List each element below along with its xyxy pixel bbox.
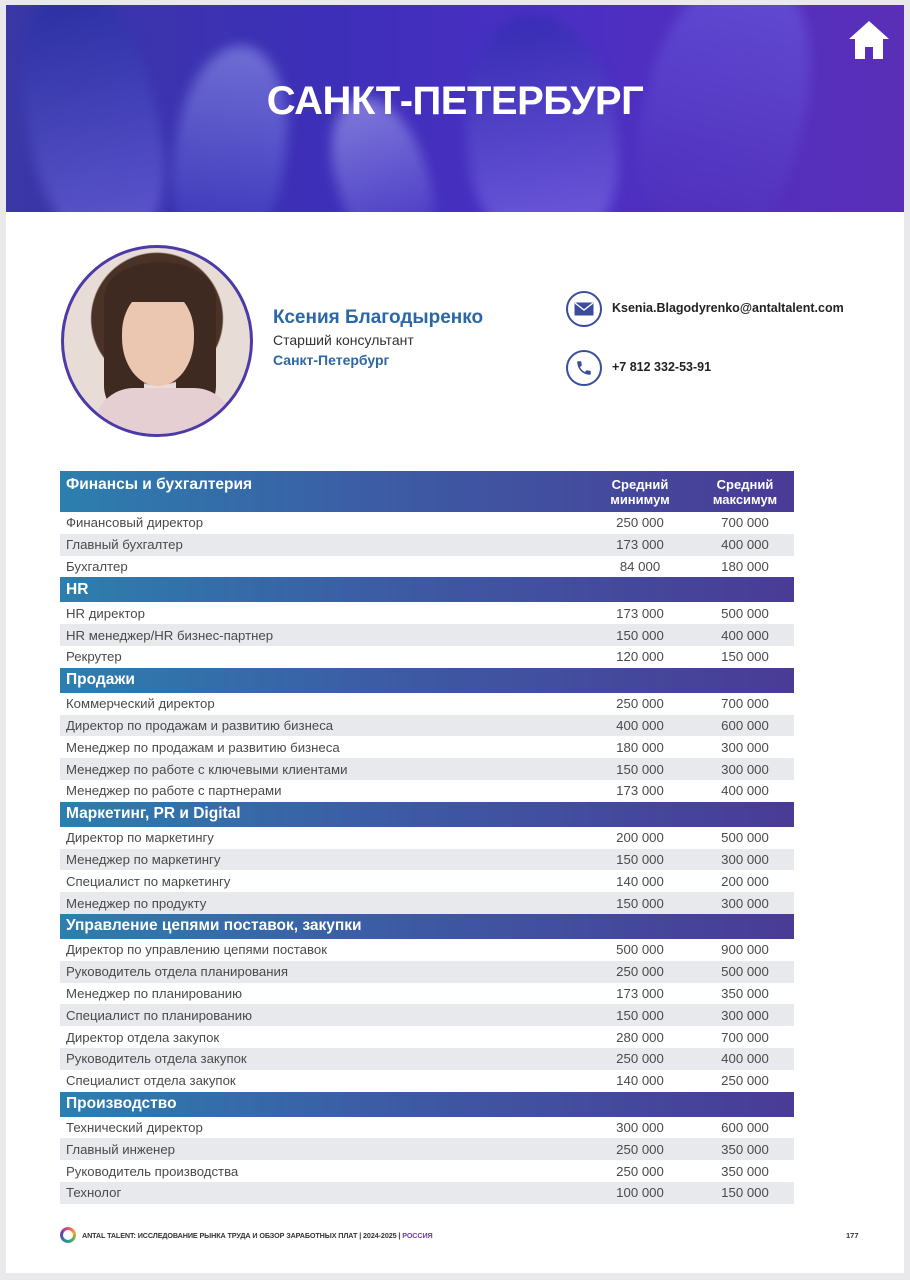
salary-min: 400 000 <box>616 717 664 733</box>
position-name: Главный инженер <box>66 1141 175 1157</box>
table-row <box>60 780 794 802</box>
table-row <box>60 1160 794 1182</box>
section-title: Маркетинг, PR и Digital <box>66 805 241 823</box>
column-header-max: Средний максимум <box>712 477 778 507</box>
position-name: Бухгалтер <box>66 558 128 574</box>
table-row <box>60 1048 794 1070</box>
section-title: Производство <box>66 1095 177 1113</box>
table-row <box>60 758 794 780</box>
section-header <box>60 1092 794 1117</box>
position-name: Директор по управлению цепями поставок <box>66 942 327 958</box>
section-title: HR <box>66 580 89 598</box>
phone-icon <box>566 350 602 386</box>
consultant-role: Старший консультант <box>273 332 414 348</box>
table-row <box>60 983 794 1005</box>
salary-min: 250 000 <box>616 515 664 531</box>
position-name: Директор отдела закупок <box>66 1029 220 1045</box>
position-name: Главный бухгалтер <box>66 537 183 553</box>
salary-min: 173 000 <box>616 985 664 1001</box>
salary-min: 150 000 <box>616 627 664 643</box>
position-name: Директор по маркетингу <box>66 830 214 846</box>
section-header <box>60 577 794 602</box>
salary-min: 84 000 <box>619 558 661 574</box>
table-row <box>60 1182 794 1204</box>
position-name: Руководитель отдела закупок <box>66 1051 247 1067</box>
email-link[interactable]: Ksenia.Blagodyrenko@antaltalent.com <box>612 301 844 315</box>
report-page <box>6 5 904 1273</box>
salary-max: 400 000 <box>721 1051 769 1067</box>
position-name: Специалист отдела закупок <box>66 1073 236 1089</box>
salary-max: 300 000 <box>721 851 769 867</box>
position-name: Специалист по маркетингу <box>66 873 231 889</box>
salary-min: 100 000 <box>616 1185 664 1201</box>
salary-max: 400 000 <box>721 783 769 799</box>
salary-max: 400 000 <box>721 627 769 643</box>
salary-max: 300 000 <box>721 1007 769 1023</box>
position-name: Менеджер по маркетингу <box>66 851 221 867</box>
table-row <box>60 892 794 914</box>
footer-caption: ANTAL TALENT: ИССЛЕДОВАНИЕ РЫНКА ТРУДА И ОБЗОР ЗАРАБОТНЫХ ПЛАТ | 2024-2025 | РОССИЯ <box>82 1231 433 1240</box>
salary-max: 150 000 <box>721 649 769 665</box>
page-title: САНКТ-ПЕТЕРБУРГ <box>266 79 644 123</box>
position-name: Руководитель производства <box>66 1163 239 1179</box>
table-row <box>60 827 794 849</box>
position-name: HR директор <box>66 605 145 621</box>
table-row <box>60 512 794 534</box>
salary-max: 350 000 <box>721 1163 769 1179</box>
table-row <box>60 870 794 892</box>
table-row <box>60 556 794 578</box>
position-name: Менеджер по продукту <box>66 895 207 911</box>
antal-logo-icon <box>60 1227 76 1243</box>
section-header <box>60 802 794 827</box>
position-name: Финансовый директор <box>66 515 204 531</box>
salary-max: 180 000 <box>721 558 769 574</box>
salary-min: 500 000 <box>616 942 664 958</box>
salary-max: 500 000 <box>721 830 769 846</box>
salary-max: 600 000 <box>721 1119 769 1135</box>
salary-min: 150 000 <box>616 1007 664 1023</box>
table-row <box>60 736 794 758</box>
salary-min: 173 000 <box>616 605 664 621</box>
column-header-min: Средний минимум <box>610 477 670 507</box>
table-row <box>60 534 794 556</box>
section-header <box>60 668 794 693</box>
table-row <box>60 715 794 737</box>
salary-min: 250 000 <box>616 1163 664 1179</box>
salary-min: 140 000 <box>616 1073 664 1089</box>
salary-min: 120 000 <box>616 649 664 665</box>
salary-max: 300 000 <box>721 761 769 777</box>
table-row <box>60 602 794 624</box>
table-row <box>60 1026 794 1048</box>
salary-min: 250 000 <box>616 964 664 980</box>
salary-max: 900 000 <box>721 942 769 958</box>
position-name: HR менеджер/HR бизнес-партнер <box>66 627 274 643</box>
salary-max: 600 000 <box>721 717 769 733</box>
salary-min: 250 000 <box>616 1051 664 1067</box>
consultant-city: Санкт-Петербург <box>273 352 390 368</box>
salary-max: 350 000 <box>721 1141 769 1157</box>
position-name: Технический директор <box>66 1119 203 1135</box>
table-row <box>60 624 794 646</box>
salary-max: 200 000 <box>721 873 769 889</box>
position-name: Менеджер по продажам и развитию бизнеса <box>66 739 340 755</box>
salary-min: 250 000 <box>616 696 664 712</box>
position-name: Рекрутер <box>66 649 122 665</box>
salary-min: 150 000 <box>616 851 664 867</box>
page-number: 177 <box>846 1231 859 1240</box>
salary-min: 180 000 <box>616 739 664 755</box>
salary-max: 700 000 <box>721 515 769 531</box>
home-icon[interactable] <box>846 17 892 63</box>
phone-link[interactable]: +7 812 332-53-91 <box>612 360 712 374</box>
email-icon <box>566 291 602 327</box>
position-name: Технолог <box>66 1185 122 1201</box>
salary-max: 500 000 <box>721 964 769 980</box>
salary-min: 173 000 <box>616 537 664 553</box>
salary-max: 700 000 <box>721 696 769 712</box>
section-header <box>60 914 794 939</box>
header-banner <box>6 5 904 212</box>
salary-min: 280 000 <box>616 1029 664 1045</box>
salary-min: 300 000 <box>616 1119 664 1135</box>
position-name: Специалист по планированию <box>66 1007 252 1023</box>
position-name: Менеджер по планированию <box>66 985 243 1001</box>
position-name: Руководитель отдела планирования <box>66 964 289 980</box>
table-row <box>60 939 794 961</box>
consultant-name: Ксения Благодыренко <box>273 307 484 328</box>
salary-max: 350 000 <box>721 985 769 1001</box>
table-row <box>60 1138 794 1160</box>
salary-max: 400 000 <box>721 537 769 553</box>
table-row <box>60 1004 794 1026</box>
salary-min: 173 000 <box>616 783 664 799</box>
section-header <box>60 471 794 512</box>
table-row <box>60 1117 794 1139</box>
salary-min: 250 000 <box>616 1141 664 1157</box>
salary-min: 140 000 <box>616 873 664 889</box>
position-name: Директор по продажам и развитию бизнеса <box>66 717 334 733</box>
table-row <box>60 1070 794 1092</box>
salary-max: 250 000 <box>721 1073 769 1089</box>
section-title: Управление цепями поставок, закупки <box>66 917 362 935</box>
table-row <box>60 849 794 871</box>
position-name: Коммерческий директор <box>66 696 215 712</box>
salary-max: 300 000 <box>721 895 769 911</box>
table-row <box>60 961 794 983</box>
table-row <box>60 646 794 668</box>
consultant-photo <box>61 245 253 437</box>
position-name: Менеджер по работе с ключевыми клиентами <box>66 761 348 777</box>
salary-max: 150 000 <box>721 1185 769 1201</box>
table-row <box>60 693 794 715</box>
salary-min: 150 000 <box>616 761 664 777</box>
salary-max: 500 000 <box>721 605 769 621</box>
position-name: Менеджер по работе с партнерами <box>66 783 282 799</box>
salary-table <box>60 471 794 1204</box>
salary-max: 700 000 <box>721 1029 769 1045</box>
salary-min: 150 000 <box>616 895 664 911</box>
salary-max: 300 000 <box>721 739 769 755</box>
section-title: Финансы и бухгалтерия <box>66 476 253 493</box>
salary-min: 200 000 <box>616 830 664 846</box>
section-title: Продажи <box>66 671 135 689</box>
